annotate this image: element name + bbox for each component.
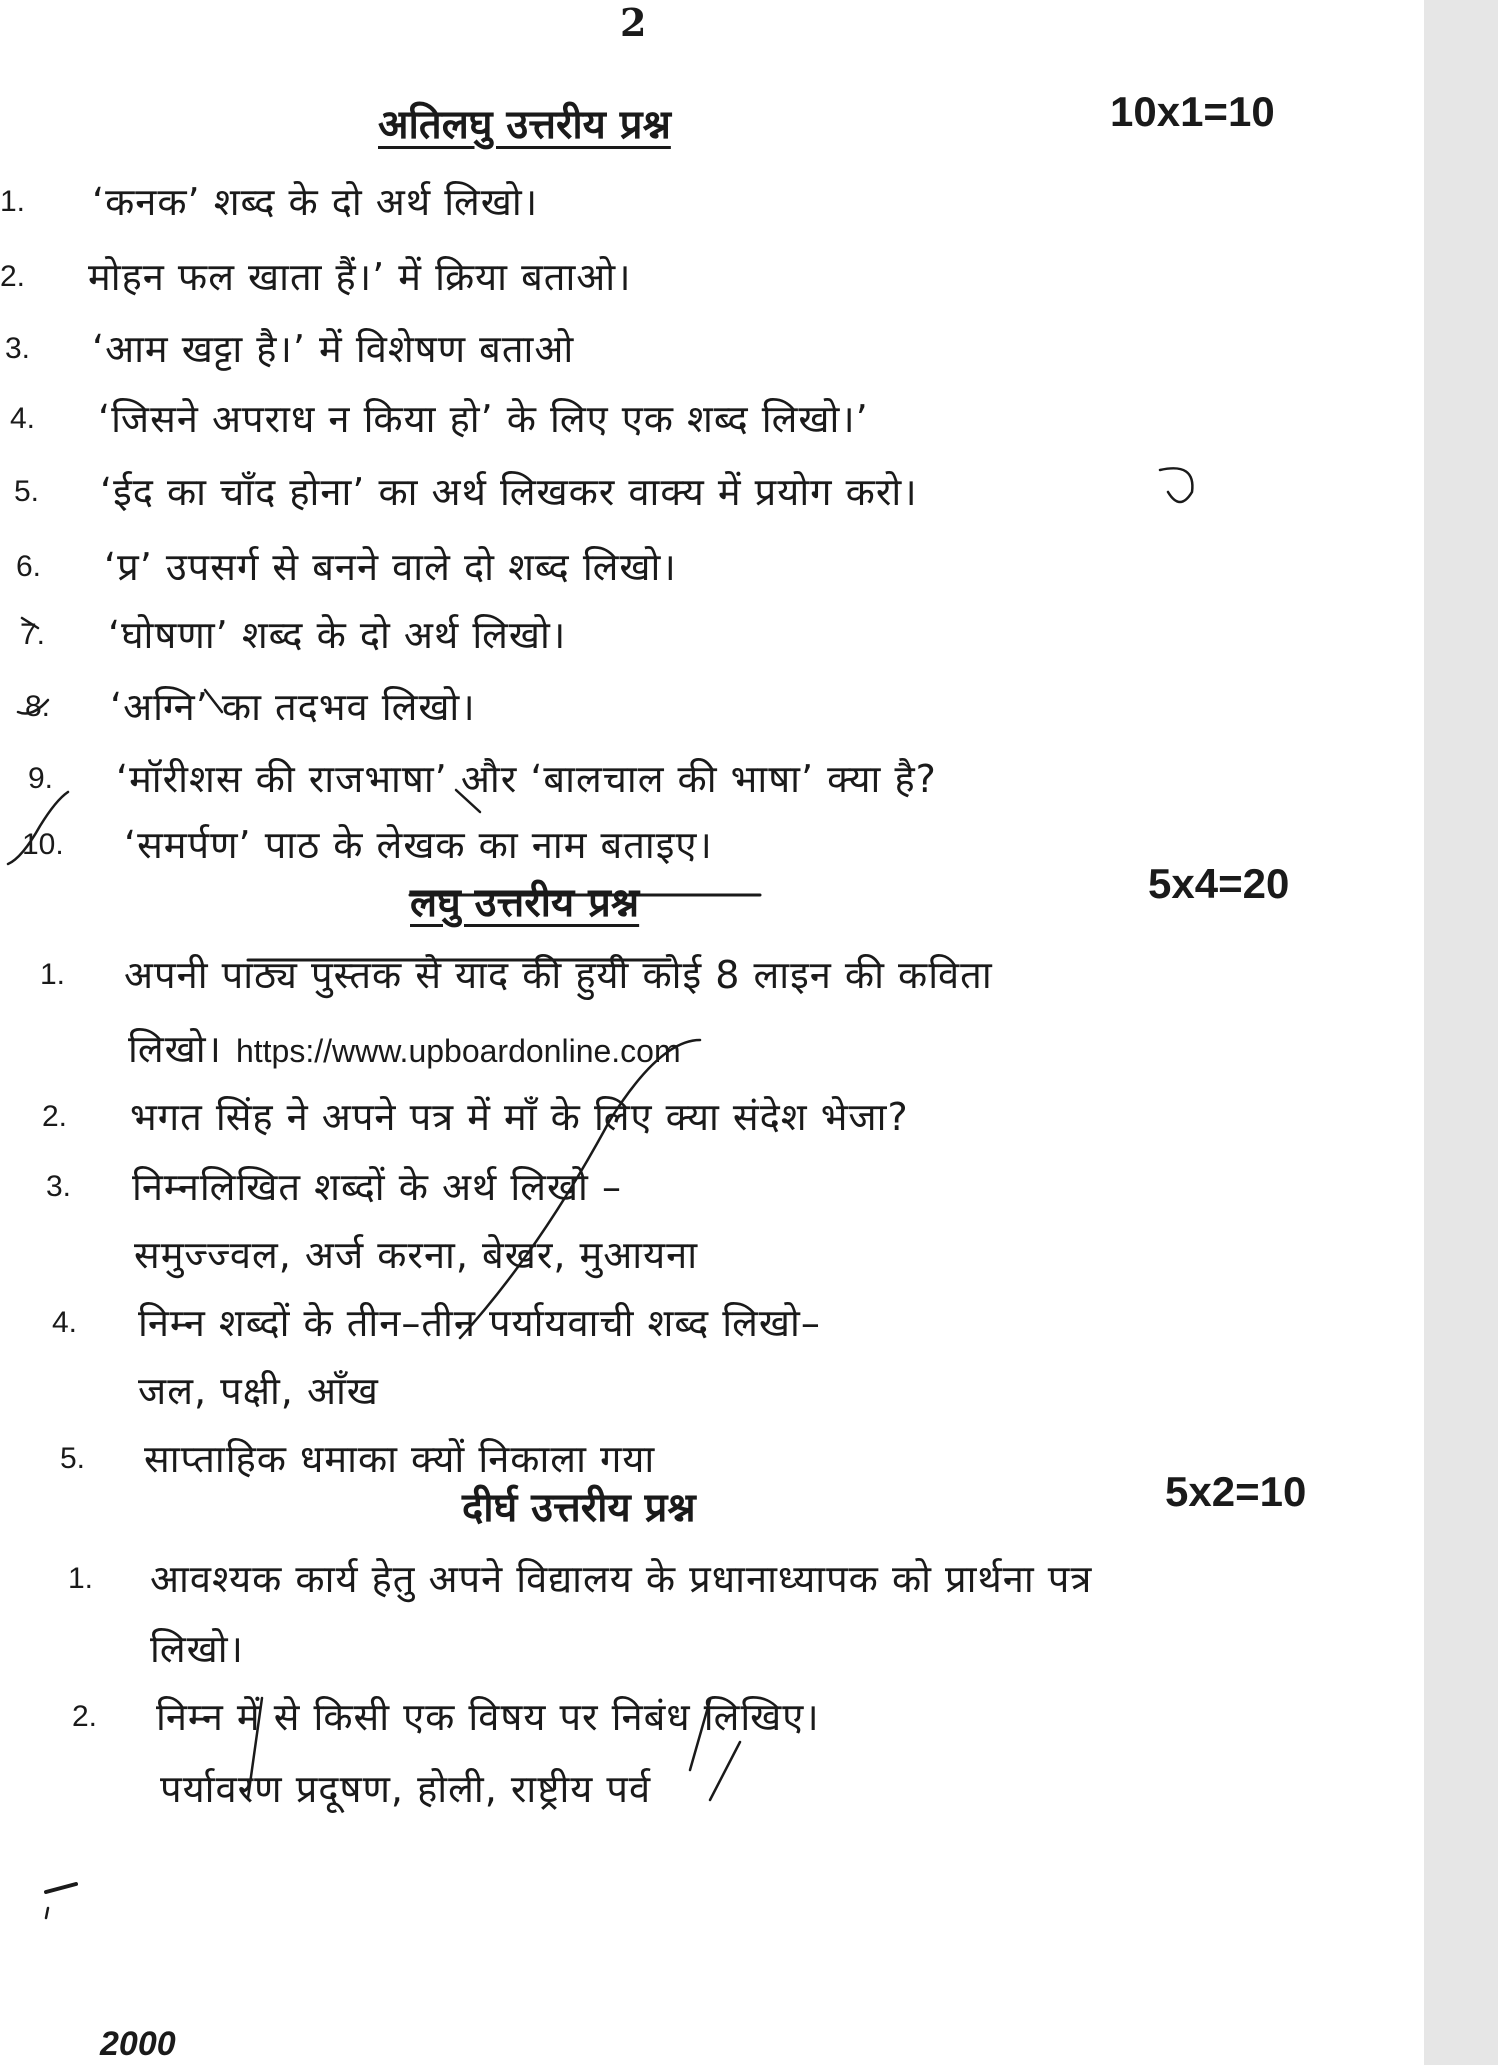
question-2-3-continuation: समुज्ज्वल, अर्ज करना, बेखर, मुआयना <box>134 1233 699 1277</box>
pen-dash <box>46 1884 76 1892</box>
question-text: ‘समर्पण’ पाठ के लेखक का नाम बताइए। <box>124 823 713 867</box>
pen-slash-q3-2-c <box>710 1742 740 1800</box>
question-text: निम्न शब्दों के तीन–तीन पर्यायवाची शब्द लिखो– <box>138 1301 821 1345</box>
scan-margin-strip <box>1424 0 1498 2065</box>
section-title-long: दीर्घ उत्तरीय प्रश्न <box>462 1485 696 1531</box>
question-text: ‘मॉरीशस की राजभाषा’ और ‘बालचाल की भाषा’ क्या है? <box>116 757 937 801</box>
question-text: निम्न में से किसी एक विषय पर निबंध लिखिए। <box>156 1695 820 1739</box>
pen-slash-q3-2-b <box>690 1700 710 1770</box>
question-text: निम्नलिखित शब्दों के अर्थ लिखो – <box>132 1165 622 1209</box>
question-3-1-continuation: लिखो। <box>150 1627 244 1671</box>
question-number: 6. <box>16 550 42 583</box>
question-number: 1. <box>0 185 26 218</box>
question-3-2-continuation: पर्यावरण प्रदूषण, होली, राष्ट्रीय पर्व <box>160 1767 652 1811</box>
question-2-4-continuation: जल, पक्षी, आँख <box>138 1369 379 1413</box>
watermark-url: https://www.upboardonline.com <box>235 1033 681 1069</box>
question-text: आवश्यक कार्य हेतु अपने विद्यालय के प्रधानाध्यापक को प्रार्थना पत्र <box>150 1557 1093 1601</box>
question-number: 7. <box>20 618 46 651</box>
section-marks-short: 5x4=20 <box>1148 860 1290 907</box>
section-title-short: लघु उत्तरीय प्रश्न <box>410 880 640 926</box>
question-number: 5. <box>60 1442 86 1475</box>
paper-code: 2000 <box>100 2025 176 2063</box>
question-text: ‘आम खट्टा है।’ में विशेषण बताओ <box>92 327 575 371</box>
pen-scribble-q5 <box>1160 468 1192 502</box>
question-number: 4. <box>10 402 36 435</box>
question-number: 2. <box>0 260 26 293</box>
question-text: अपनी पाठ्य पुस्तक से याद की हुयी कोई 8 लाइन की कविता <box>124 953 993 997</box>
question-text: ‘ईद का चाँद होना’ का अर्थ लिखकर वाक्य में प्रयोग करो। <box>100 470 918 514</box>
pen-tick-q10 <box>8 792 68 864</box>
question-text: साप्ताहिक धमाका क्यों निकाला गया <box>144 1437 656 1481</box>
question-text: ‘प्र’ उपसर्ग से बनने वाले दो शब्द लिखो। <box>104 545 677 589</box>
pen-slash-q8 <box>205 690 222 712</box>
question-number: 2. <box>72 1700 98 1733</box>
question-text: ‘अग्नि’ का तदभव लिखो। <box>110 685 476 729</box>
question-text: ‘घोषणा’ शब्द के दो अर्थ लिखो। <box>108 613 567 657</box>
question-number: 1. <box>40 958 66 991</box>
question-number: 9. <box>28 762 54 795</box>
question-number: 5. <box>14 475 40 508</box>
question-text: भगत सिंह ने अपने पत्र में माँ के लिए क्या संदेश भेजा? <box>130 1095 909 1139</box>
question-text: ‘जिसने अपराध न किया हो’ के लिए एक शब्द लिखो।’ <box>98 397 869 441</box>
question-text: ‘कनक’ शब्द के दो अर्थ लिखो। <box>92 180 539 224</box>
section-marks-long: 5x2=10 <box>1165 1468 1307 1515</box>
question-number: 8. <box>25 690 51 723</box>
question-number: 2. <box>42 1100 68 1133</box>
continuation-text: लिखो। <box>128 1027 222 1071</box>
question-number: 4. <box>52 1306 78 1339</box>
pen-dot <box>46 1908 48 1918</box>
pen-slash-q9 <box>456 790 480 812</box>
question-number: 1. <box>68 1562 94 1595</box>
pen-long-slash <box>460 1040 700 1338</box>
page-number: 2 <box>620 0 647 45</box>
question-number: 3. <box>5 332 31 365</box>
pen-tick-q7 <box>22 618 38 628</box>
question-text: मोहन फल खाता हैं।’ में क्रिया बताओ। <box>88 255 632 299</box>
section-title-very-short: अतिलघु उत्तरीय प्रश्न <box>378 102 671 148</box>
question-number: 10. <box>22 828 64 861</box>
question-number: 3. <box>46 1170 72 1203</box>
section-marks-very-short: 10x1=10 <box>1110 88 1275 135</box>
pen-tick-q8 <box>18 700 48 714</box>
pen-slash-q3-2-a <box>248 1698 262 1798</box>
